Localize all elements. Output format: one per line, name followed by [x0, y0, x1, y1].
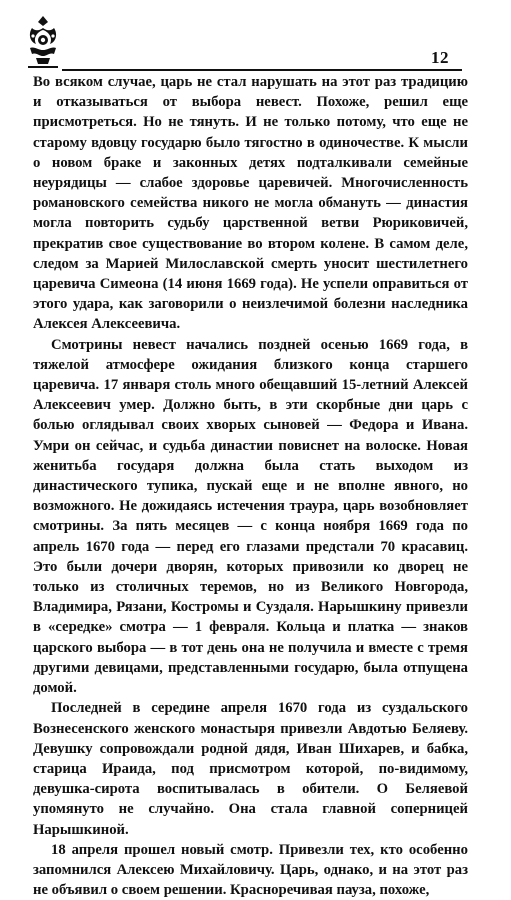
ornament-icon	[24, 14, 62, 70]
paragraph: 18 апреля прошел новый смотр. Привезли тех, кто особенно запомнился Алексею Михайловичу. Царь, однако, и на этот раз не объявил о своем решении. Красноречивая пауза, похоже,	[33, 841, 468, 899]
header-rule	[62, 69, 462, 71]
body-text	[33, 72, 468, 900]
page-number: 12	[431, 48, 449, 67]
paragraph: Во всяком случае, царь не стал нарушать на этот раз традицию и отказываться от выбора невест. Похоже, решил еще присмотреться. Но не тянуть. И не только потому, что еще не старому вдовцу государю было тягостно в одиночестве. К мысли о новом браке и законных детях подталкивали семейные неурядицы — слабое здоровье царевичей. Многочисленность романовского семейства никого не могла обмануть — династия могла повторить судьбу царственной ветви Рюриковичей, прекратив свое существование во втором колене. В самом деле, следом за Марией Милославской смерть уносит шестилетнего царевича Симеона (14 июня 1669 года). Не успели оправиться от этого удара, как заговорили о неизлечимой болезни наследника Алексея Алексеевича.	[33, 74, 468, 333]
paragraph: Последней в середине апреля 1670 года из суздальского Вознесенского женского монастыря привезли Авдотью Беляеву. Девушку сопровождали родной дядя, Иван Шихарев, и бабка, старица Ираида, под присмотром которой, по-видимому, девушка-сирота воспитывалась в обители. О Беляевой упомянуто не случайно. Она стала главной соперницей Нарышкиной.	[33, 700, 468, 838]
paragraph: Смотрины невест начались поздней осенью 1669 года, в тяжелой атмосфере ожидания близкого конца старшего царевича. 17 января столь много обещавший 15-летний Алексей Алексеевич умер. Должно быть, в эти скорбные дни царь с болью оглядывал своих хворых сыновей — Федора и Ивана. Умри он сейчас, и судьба династии повиснет на волоске. Новая женитьба государя должна была стать выходом из династического тупика, пускай еще и не вполне явного, но возможного. Не дожидаясь истечения траура, царь возобновляет смотрины. За пять месяцев — с конца ноября 1669 года по апрель 1670 года — перед его глазами предстали 70 красавиц. Это были дочери дворян, которых привозили ко дворец не только из столичных теремов, но из Великого Новгорода, Владимира, Рязани, Костромы и Суздаля. Нарышкину привезли в «середке» смотра — 1 февраля. Кольца и платка — знаков царского выбора — в тот день она не получила и вместе с тремя другими девицами, представленными государю, была отпущена домой.	[33, 336, 468, 697]
